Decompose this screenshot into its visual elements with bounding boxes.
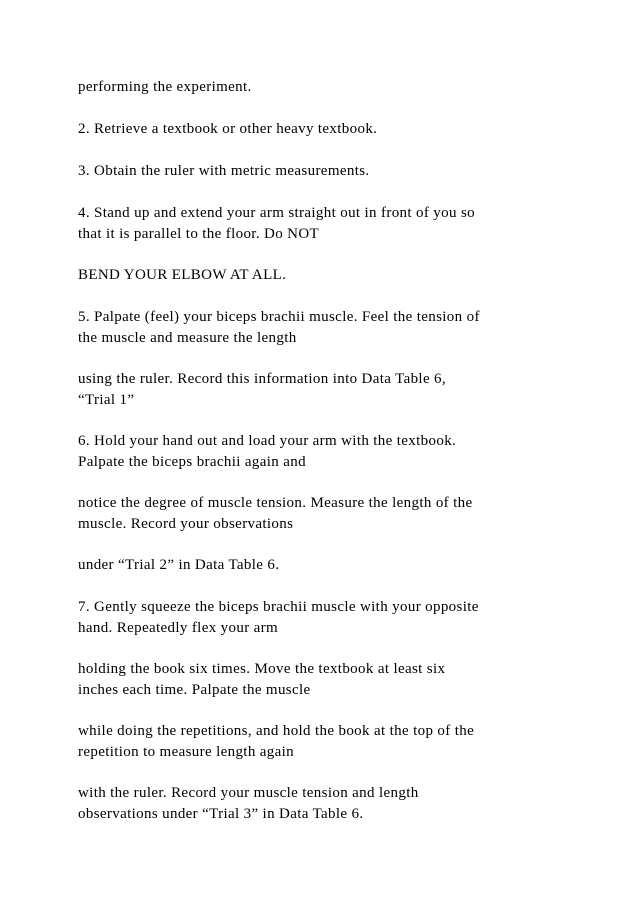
text-line: Palpate the biceps brachii again and [78,454,306,470]
text-line: performing the experiment. [78,79,252,95]
text-line: “Trial 1” [78,392,135,408]
step-5-paragraph [78,307,568,349]
text-line: with the ruler. Record your muscle tension and length [78,785,419,801]
step-7-continuation [78,659,568,701]
step-4-paragraph [78,203,568,245]
text-line: BEND YOUR ELBOW AT ALL. [78,267,287,283]
text-line: under “Trial 2” in Data Table 6. [78,557,280,573]
step-3-paragraph [78,161,568,182]
paragraph-intro-continuation [78,77,568,98]
step-6-paragraph [78,431,568,473]
text-line: 4. Stand up and extend your arm straight out in front of you so [78,205,475,221]
text-line: inches each time. Palpate the muscle [78,682,311,698]
text-line: using the ruler. Record this information into Data Table 6, [78,371,447,387]
text-line: the muscle and measure the length [78,330,297,346]
text-line: holding the book six times. Move the textbook at least six [78,661,446,677]
step-4-continuation [78,265,568,286]
text-line: observations under “Trial 3” in Data Table 6. [78,806,364,822]
text-line: muscle. Record your observations [78,516,294,532]
text-line: that it is parallel to the floor. Do NOT [78,226,320,242]
text-line: while doing the repetitions, and hold the book at the top of the [78,723,475,739]
text-line: repetition to measure length again [78,744,294,760]
text-line: 7. Gently squeeze the biceps brachii muscle with your opposite [78,599,479,615]
step-6-trial-2-note [78,555,568,576]
step-6-continuation [78,493,568,535]
text-line: 2. Retrieve a textbook or other heavy textbook. [78,121,378,137]
text-line: 3. Obtain the ruler with metric measurements. [78,163,370,179]
step-7-paragraph [78,597,568,639]
text-line: 5. Palpate (feel) your biceps brachii muscle. Feel the tension of [78,309,480,325]
step-2-paragraph [78,119,568,140]
text-line: notice the degree of muscle tension. Measure the length of the [78,495,473,511]
text-line: 6. Hold your hand out and load your arm with the textbook. [78,433,457,449]
step-5-continuation [78,369,568,411]
step-7-repetition-note [78,721,568,763]
step-7-trial-3-note [78,783,568,825]
text-line: hand. Repeatedly flex your arm [78,620,279,636]
